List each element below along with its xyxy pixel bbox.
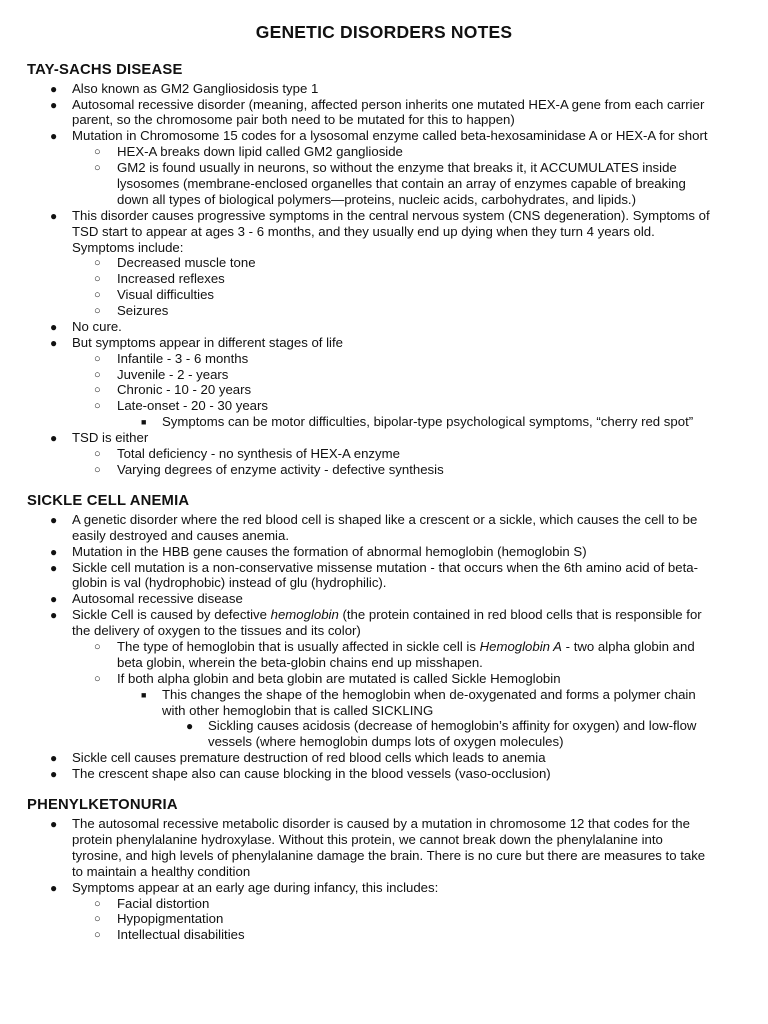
- list-item-text: The type of hemoglobin that is usually affected in sickle cell is: [117, 639, 480, 654]
- sub-bullet: ○: [94, 913, 101, 925]
- bullet: ●: [50, 513, 58, 527]
- sub-sub-sub-list-item-continuation: vessels (where hemoglobin dumps lots of oxygen molecules): [208, 734, 564, 749]
- bullet: ●: [50, 129, 58, 143]
- sub-bullet: ○: [94, 464, 101, 476]
- bullet: ●: [50, 561, 58, 575]
- sub-list-item-continuation: beta globin, wherein the beta-globin chains end up misshapen.: [117, 655, 483, 670]
- sub-bullet: ○: [94, 305, 101, 317]
- list-item: TSD is either: [72, 430, 149, 445]
- sub-bullet: ○: [94, 289, 101, 301]
- sub-sub-bullet: ■: [141, 690, 147, 700]
- sub-list-item: Late-onset - 20 - 30 years: [117, 398, 269, 413]
- sub-bullet: ○: [94, 898, 101, 910]
- bullet: ●: [50, 751, 58, 765]
- list-item: Mutation in the HBB gene causes the formation of abnormal hemoglobin (hemoglobin S): [72, 544, 587, 559]
- emphasis-text: hemoglobin: [270, 607, 339, 622]
- section-heading-tay-sachs: TAY-SACHS DISEASE: [27, 62, 183, 78]
- list-item-continuation: tyrosine, and high levels of phenylalanine damage the brain. There is no cure but there are measures to take: [72, 848, 706, 863]
- sub-list-item: If both alpha globin and beta globin are mutated is called Sickle Hemoglobin: [117, 671, 561, 686]
- list-item: Autosomal recessive disease: [72, 591, 243, 606]
- list-item: Autosomal recessive disorder (meaning, affected person inherits one mutated HEX-A gene from each carrier: [72, 97, 705, 112]
- list-item-continuation: parent, so the chromosome pair both need to be mutated for this to happen): [72, 112, 515, 127]
- sub-bullet: ○: [94, 353, 101, 365]
- list-item: Symptoms appear at an early age during infancy, this includes:: [72, 880, 439, 895]
- bullet: ●: [50, 209, 58, 223]
- list-item-continuation: globin is val (hydrophobic) instead of glu (hydrophilic).: [72, 575, 387, 590]
- list-item: This disorder causes progressive symptoms in the central nervous system (CNS degeneration). Symptoms of: [72, 208, 710, 223]
- list-item-continuation: protein phenylalanine hydroxylase. Without this protein, we cannot break down the phenylalanine into: [72, 832, 663, 847]
- sub-list-item: GM2 is found usually in neurons, so without the enzyme that breaks it, it ACCUMULATES inside: [117, 160, 677, 175]
- sub-bullet: ○: [94, 384, 101, 396]
- bullet: ●: [50, 98, 58, 112]
- list-item-text: (the protein contained in red blood cells that is responsible for: [338, 607, 702, 622]
- sub-list-item: Seizures: [117, 303, 169, 318]
- sub-list-item: Chronic - 10 - 20 years: [117, 382, 252, 397]
- bullet: ●: [50, 592, 58, 606]
- list-item-continuation: TSD start to appear at ages 3 - 6 months, and they usually end up dying when they turn 4 years old.: [72, 224, 655, 239]
- sub-bullet: ○: [94, 929, 101, 941]
- bullet: ●: [50, 608, 58, 622]
- document-title: GENETIC DISORDERS NOTES: [255, 22, 513, 42]
- bullet: ●: [50, 82, 58, 96]
- list-item-continuation: to maintain a healthy condition: [72, 864, 251, 879]
- sub-bullet: ○: [94, 641, 101, 653]
- list-item: Also known as GM2 Gangliosidosis type 1: [72, 81, 319, 96]
- list-item: Sickle cell mutation is a non-conservative missense mutation - that occurs when the 6th amino acid of beta-: [72, 560, 698, 575]
- sub-bullet: ○: [94, 673, 101, 685]
- list-item-continuation: the delivery of oxygen to the tissues and its color): [72, 623, 361, 638]
- list-item-text: - two alpha globin and: [561, 639, 695, 654]
- sub-bullet: ○: [94, 448, 101, 460]
- sub-sub-sub-list-item: Sickling causes acidosis (decrease of hemoglobin’s affinity for oxygen) and low-flow: [208, 718, 697, 733]
- sub-list-item-continuation: lysosomes (membrane-enclosed organelles that contain an array of enzymes capable of breaking: [117, 176, 686, 191]
- sub-list-item: Facial distortion: [117, 896, 210, 911]
- sub-bullet: ○: [94, 400, 101, 412]
- sub-bullet: ○: [94, 146, 101, 158]
- sub-list-item: Hypopigmentation: [117, 911, 224, 926]
- sub-list-item: Intellectual disabilities: [117, 927, 245, 942]
- sub-bullet: ○: [94, 162, 101, 174]
- list-item-continuation: easily destroyed and causes anemia.: [72, 528, 289, 543]
- sub-sub-sub-bullet: ●: [186, 719, 194, 733]
- list-item: Sickle cell causes premature destruction of red blood cells which leads to anemia: [72, 750, 546, 765]
- section-heading-sickle-cell: SICKLE CELL ANEMIA: [27, 493, 190, 509]
- list-item-continuation: Symptoms include:: [72, 240, 184, 255]
- sub-list-item: Infantile - 3 - 6 months: [117, 351, 249, 366]
- list-item: A genetic disorder where the red blood cell is shaped like a crescent or a sickle, which causes the cell to be: [72, 512, 698, 527]
- bullet: ●: [50, 881, 58, 895]
- sub-list-item: Increased reflexes: [117, 271, 225, 286]
- sub-bullet: ○: [94, 257, 101, 269]
- list-item: No cure.: [72, 319, 122, 334]
- sub-list-item-continuation: down all types of biological polymers—proteins, nucleic acids, carbohydrates, and lipids.): [117, 192, 636, 207]
- sub-bullet: ○: [94, 369, 101, 381]
- sub-list-item: Juvenile - 2 - years: [117, 367, 229, 382]
- sub-sub-bullet: ■: [141, 417, 147, 427]
- bullet: ●: [50, 336, 58, 350]
- sub-list-item: [117, 639, 695, 655]
- sub-list-item: HEX-A breaks down lipid called GM2 ganglioside: [117, 144, 403, 159]
- sub-sub-list-item: Symptoms can be motor difficulties, bipolar-type psychological symptoms, “cherry red spot”: [162, 414, 694, 429]
- sub-list-item: Varying degrees of enzyme activity - defective synthesis: [117, 462, 444, 477]
- bullet: ●: [50, 545, 58, 559]
- list-item: The autosomal recessive metabolic disorder is caused by a mutation in chromosome 12 that codes for the: [72, 816, 690, 831]
- sub-sub-list-item-continuation: with other hemoglobin that is called SICKLING: [162, 703, 434, 718]
- sub-list-item: Total deficiency - no synthesis of HEX-A enzyme: [117, 446, 400, 461]
- sub-list-item: Decreased muscle tone: [117, 255, 256, 270]
- bullet: ●: [50, 817, 58, 831]
- list-item-text: Sickle Cell is caused by defective: [72, 607, 271, 622]
- sub-list-item: Visual difficulties: [117, 287, 215, 302]
- bullet: ●: [50, 320, 58, 334]
- bullet: ●: [50, 431, 58, 445]
- list-item: [72, 607, 702, 623]
- list-item: The crescent shape also can cause blocking in the blood vessels (vaso-occlusion): [72, 766, 551, 781]
- emphasis-text: Hemoglobin A: [479, 639, 562, 654]
- list-item: But symptoms appear in different stages of life: [72, 335, 343, 350]
- sub-sub-list-item: This changes the shape of the hemoglobin when de-oxygenated and forms a polymer chain: [162, 687, 696, 702]
- bullet: ●: [50, 767, 58, 781]
- section-heading-phenylketonuria: PHENYLKETONURIA: [27, 797, 178, 813]
- sub-bullet: ○: [94, 273, 101, 285]
- list-item: Mutation in Chromosome 15 codes for a lysosomal enzyme called beta-hexosaminidase A or HEX-A for short: [72, 128, 708, 143]
